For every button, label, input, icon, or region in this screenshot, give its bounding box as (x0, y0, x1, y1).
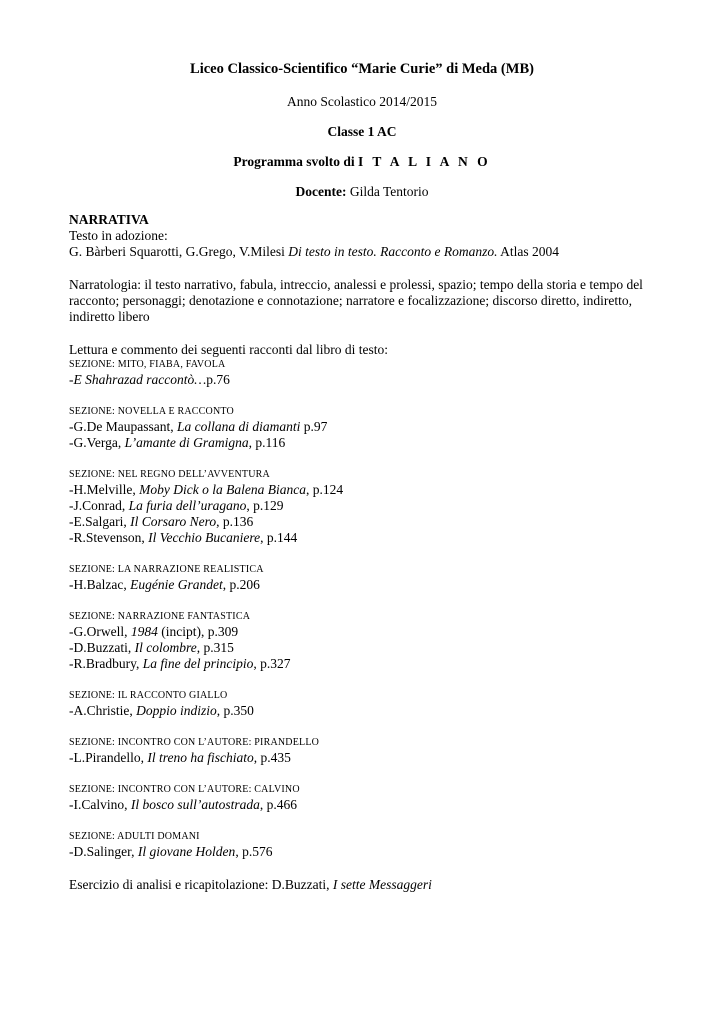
story-page: , p.315 (196, 640, 234, 655)
story-entry (69, 482, 649, 498)
story-title: Doppio indizio (136, 703, 217, 718)
story-title: Il bosco sull’autostrada (130, 797, 260, 812)
section-label: SEZIONE: ADULTI DOMANI (69, 831, 200, 842)
narratologia-paragraph: Narratologia: il testo narrativo, fabula, intreccio, analessi e prolessi, spazio; tempo della storia e tempo del racconto; personaggi; denotazione e connotazione; narratore e focalizzazione; discorso diretto, indiretto, indiretto libero (69, 277, 643, 324)
story-entry (69, 372, 649, 388)
textbook-publisher: Atlas 2004 (497, 244, 559, 259)
story-title: Il Corsaro Nero (130, 514, 217, 529)
story-page: p.97 (300, 419, 328, 434)
section-heading-narrativa: NARRATIVA (69, 212, 149, 227)
story-entry (69, 624, 649, 640)
story-section (69, 830, 649, 860)
story-page: , p.350 (216, 703, 254, 718)
story-section (69, 358, 649, 388)
teacher-line (0, 183, 724, 200)
subject-name: I T A L I A N O (357, 154, 491, 169)
story-title: Il giovane Holden (137, 844, 236, 859)
story-title: La furia dell’uragano (128, 498, 247, 513)
story-section (69, 610, 649, 672)
story-author: -D.Buzzati, (69, 640, 135, 655)
textbook-authors: G. Bàrberi Squarotti, G.Grego, V.Milesi (69, 244, 289, 259)
story-entry (69, 498, 649, 514)
story-author: -G.Orwell, (69, 624, 131, 639)
story-section (69, 563, 649, 593)
school-year: Anno Scolastico 2014/2015 (287, 94, 437, 109)
reading-intro: Lettura e commento dei seguenti racconti dal libro di testo: (69, 342, 389, 357)
story-author: -G.Verga, (69, 435, 125, 450)
teacher-label: Docente: (295, 184, 347, 199)
story-section (69, 468, 649, 546)
story-author: -A.Christie, (69, 703, 137, 718)
story-author: -G.De Maupassant, (69, 419, 177, 434)
story-title: L’amante di Gramigna (124, 435, 249, 450)
story-title: Il treno ha fischiato (147, 750, 254, 765)
story-title: 1984 (130, 624, 158, 639)
story-page: , p.327 (253, 656, 291, 671)
textbook-label: Testo in adozione: (69, 228, 168, 243)
story-title: E Shahrazad raccontò… (73, 372, 207, 387)
story-title: Moby Dick o la Balena Bianca (139, 482, 306, 497)
section-label: SEZIONE: NARRAZIONE FANTASTICA (69, 611, 251, 622)
story-entry (69, 577, 649, 593)
story-title: La collana di diamanti (176, 419, 301, 434)
section-label: SEZIONE: INCONTRO CON L’AUTORE: CALVINO (69, 784, 300, 795)
story-title: Eugénie Grandet (130, 577, 223, 592)
story-entry (69, 797, 649, 813)
story-page: , p.144 (260, 530, 298, 545)
story-author: -J.Conrad, (69, 498, 129, 513)
story-page: , p.116 (248, 435, 286, 450)
story-entry (69, 703, 649, 719)
story-page: (incipt), p.309 (157, 624, 239, 639)
story-title: Il colombre (134, 640, 197, 655)
story-entry (69, 750, 649, 766)
section-label: SEZIONE: NEL REGNO DELL’AVVENTURA (69, 469, 270, 480)
story-author: -H.Melville, (69, 482, 140, 497)
section-label: SEZIONE: LA NARRAZIONE REALISTICA (69, 564, 264, 575)
class-name: Classe 1 AC (327, 124, 397, 139)
story-section (69, 689, 649, 719)
exercise-title: I sette Messaggeri (332, 877, 432, 892)
spacer (69, 260, 649, 277)
program-prefix: Programma svolto di (233, 154, 358, 169)
story-page: , p.206 (222, 577, 260, 592)
story-author: -I.Calvino, (69, 797, 131, 812)
story-entry (69, 656, 649, 672)
story-section (69, 736, 649, 766)
story-page: , p.466 (259, 797, 298, 812)
story-entry (69, 435, 649, 451)
story-page: , p.435 (253, 750, 291, 765)
story-sections (69, 358, 649, 860)
story-page: , p.136 (216, 514, 254, 529)
textbook-title: Di testo in testo. Racconto e Romanzo. (288, 244, 498, 259)
story-entry (69, 514, 649, 530)
section-label: SEZIONE: MITO, FIABA, FAVOLA (69, 359, 226, 370)
story-page: p.76 (206, 372, 230, 387)
story-entry (69, 640, 649, 656)
story-author: -H.Balzac, (69, 577, 131, 592)
story-title: La fine del principio (142, 656, 254, 671)
program-title (0, 153, 724, 170)
story-entry (69, 530, 649, 546)
story-page: , p.576 (235, 844, 273, 859)
story-section (69, 783, 649, 813)
program-content (69, 212, 649, 893)
exercise-line (69, 877, 649, 893)
story-title: Il Vecchio Bucaniere (148, 530, 261, 545)
textbook-reference (69, 244, 649, 260)
story-author: -R.Bradbury, (69, 656, 143, 671)
story-page: , p.124 (305, 482, 344, 497)
story-author: -R.Stevenson, (69, 530, 149, 545)
teacher-name: Gilda Tentorio (346, 184, 429, 199)
section-label: SEZIONE: INCONTRO CON L’AUTORE: PIRANDELLO (69, 737, 320, 748)
exercise-text: Esercizio di analisi e ricapitolazione: D.Buzzati, (69, 877, 333, 892)
story-author: -E.Salgari, (69, 514, 131, 529)
section-label: SEZIONE: NOVELLA E RACCONTO (69, 406, 234, 417)
story-author: -L.Pirandello, (69, 750, 148, 765)
story-page: , p.129 (246, 498, 284, 513)
story-section (69, 405, 649, 451)
story-entry (69, 419, 649, 435)
school-title: Liceo Classico-Scientifico “Marie Curie” di Meda (MB) (190, 61, 534, 77)
story-author: -D.Salinger, (69, 844, 138, 859)
story-author: - (69, 372, 74, 387)
spacer (69, 325, 649, 342)
section-label: SEZIONE: IL RACCONTO GIALLO (69, 690, 228, 701)
story-entry (69, 844, 649, 860)
